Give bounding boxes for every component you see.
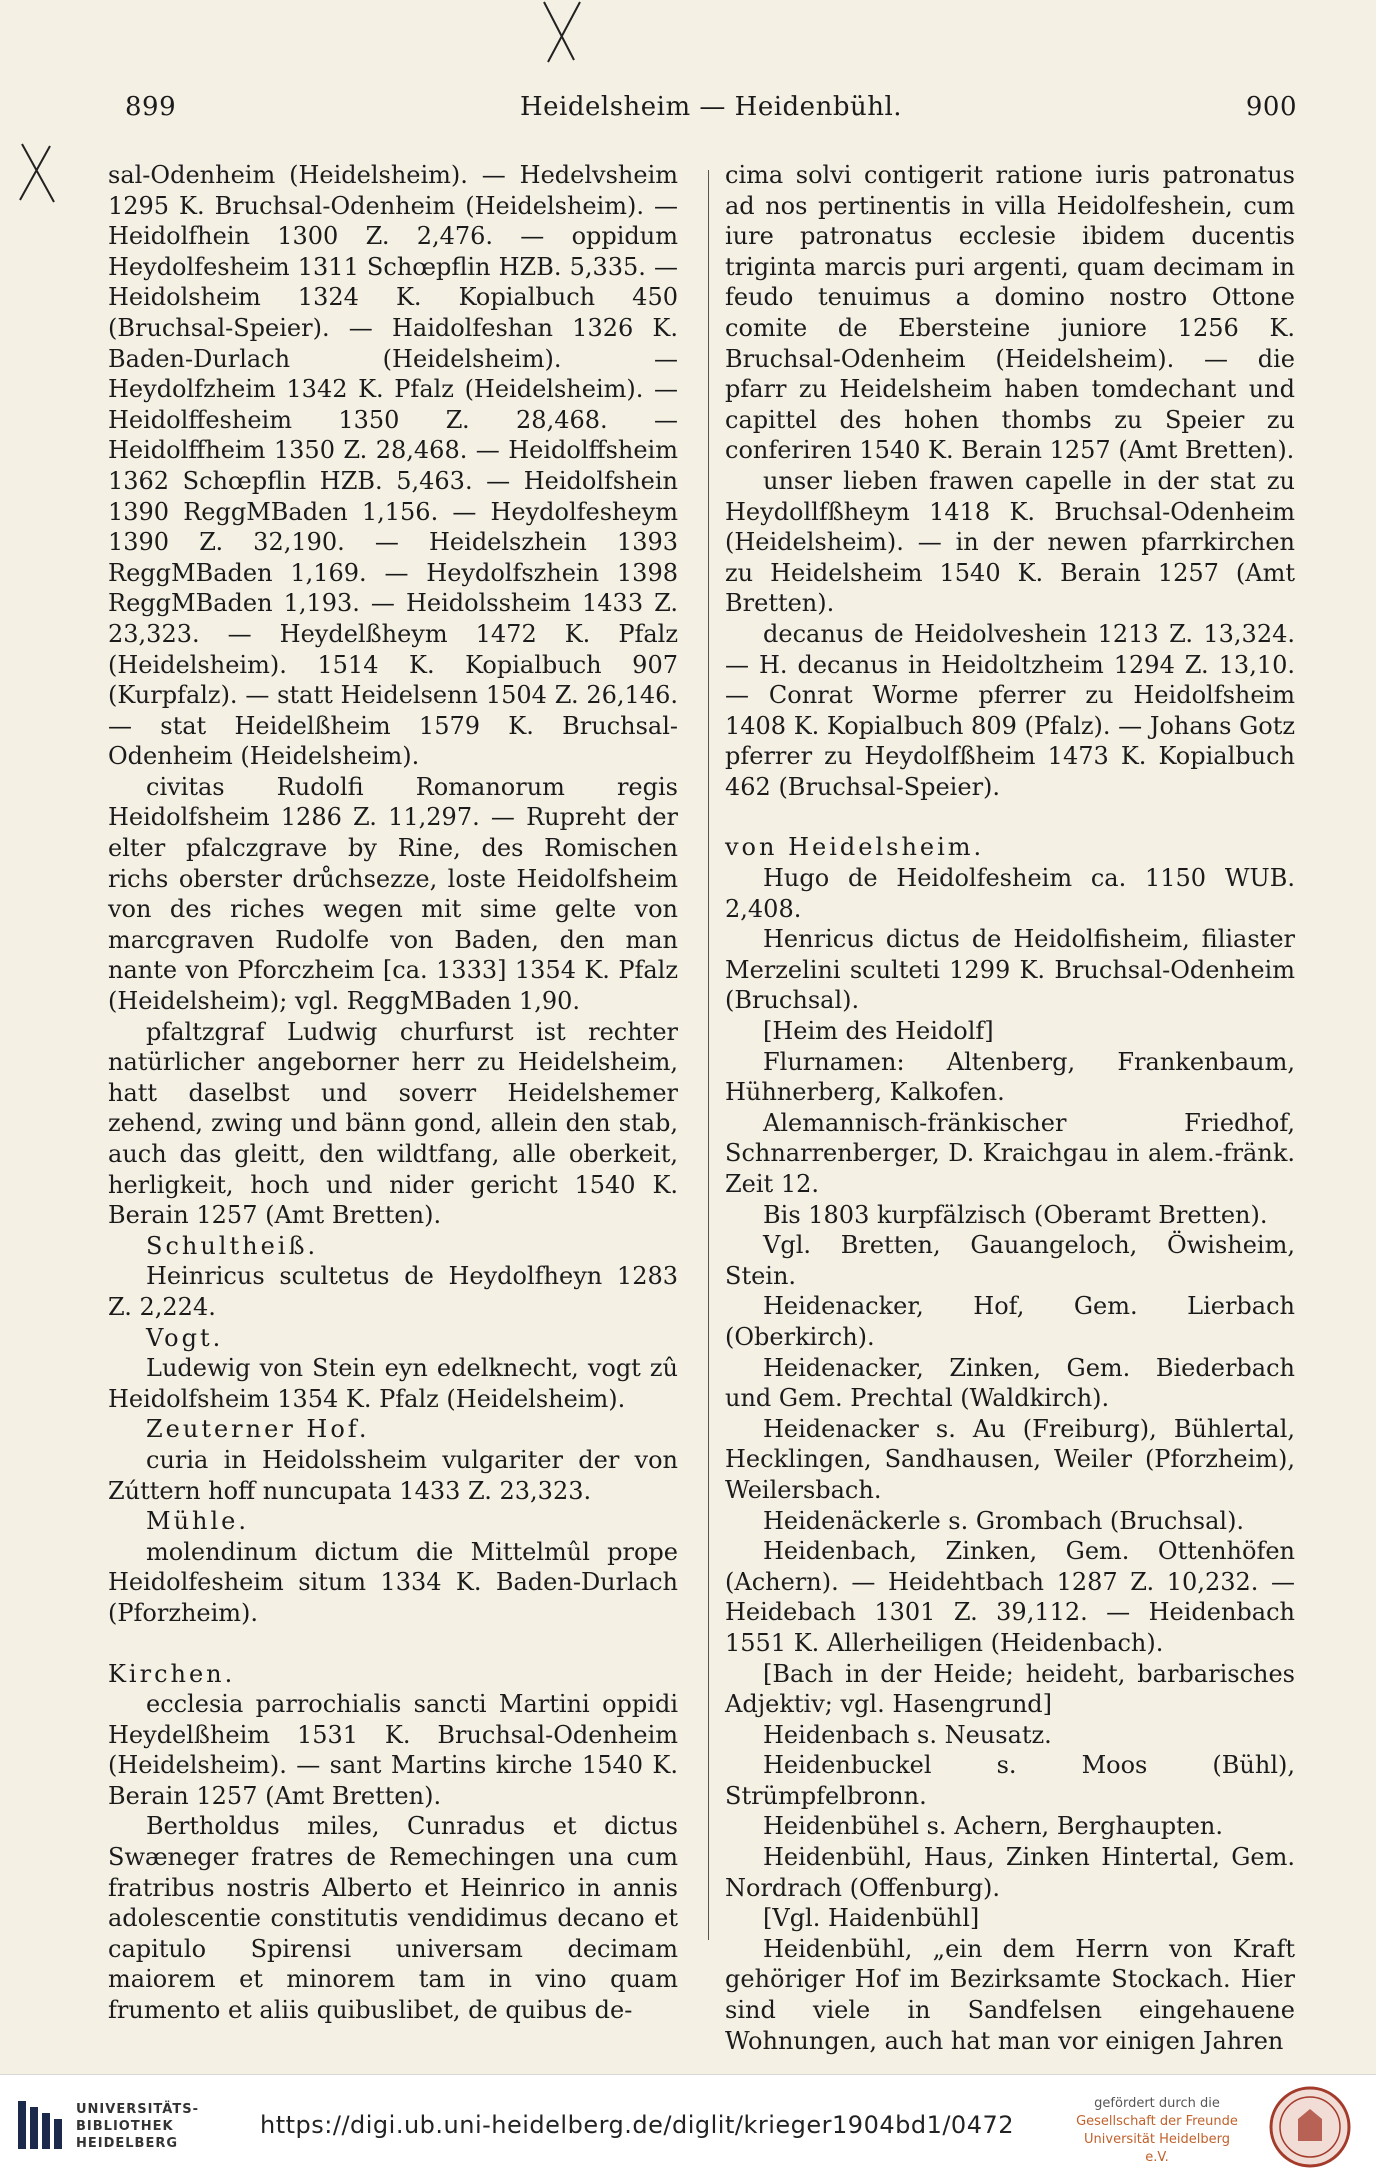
paragraph: cima solvi contigerit ratione iuris patronatus ad nos pertinentis in villa Heidolfeshein, cum iure patronatus ecclesie ibidem ducentis triginta marcis puri argenti, quam decimam in feudo tenuimus a domino nostro Ottone comite de Ebersteine juniore 1256 K. Bruchsal-Odenheim (Heidelsheim). — die pfarr zu Heidelsheim haben tomdechant und capittel des hohen thombs zu Speier zu conferiren 1540 K. Berain 1257 (Amt Bretten). (725, 161, 1295, 465)
right-column (725, 160, 1295, 2056)
entry: Heidenbuckel s. Moos (Bühl), Strümpfelbronn. (725, 1751, 1295, 1810)
page-number-right: 900 (1245, 92, 1297, 122)
paragraph: decanus de Heidolveshein 1213 Z. 13,324. — H. decanus in Heidoltzheim 1294 Z. 13,10. — Conrat Worme pferrer zu Heidolfsheim 1408 K. Kopialbuch 809 (Pfalz). — Johans Gotz pferrer zu Heydolfßheim 1473 K. Kopialbuch 462 (Bruchsal-Speier). (725, 619, 1295, 801)
library-name-line: HEIDELBERG (76, 2136, 179, 2151)
paragraph: Ludewig von Stein eyn edelknecht, vogt zû Heidolfsheim 1354 K. Pfalz (Heidelsheim). (108, 1354, 678, 1413)
paragraph: Henricus dictus de Heidolfisheim, filiaster Merzelini sculteti 1299 K. Bruchsal-Odenheim (Bruchsal). (725, 925, 1295, 1015)
page-number-left: 899 (125, 92, 177, 122)
paragraph: Hugo de Heidolfesheim ca. 1150 WUB. 2,408. (725, 864, 1295, 923)
permalink-url[interactable]: https://digi.ub.uni-heidelberg.de/diglit/krieger1904bd1/0472 (260, 2111, 1015, 2139)
sponsor-name-line: Gesellschaft der Freunde (1076, 2114, 1238, 2129)
entry: Heidenacker, Zinken, Gem. Biederbach und Gem. Prechtal (Waldkirch). (725, 1353, 1295, 1413)
paragraph: civitas Rudolfi Romanorum regis Heidolfsheim 1286 Z. 11,297. — Rupreht der elter pfalczgrave by Rine, des Romischen richs oberster drůchsezze, loste Heidolfsheim von des riches wegen mit sime gelte von marcgraven Rudolfe von Baden, den man nante von Pforczheim [ca. 1333] 1354 K. Pfalz (Heidelsheim); vgl. ReggMBaden 1,90. (108, 772, 678, 1016)
section-heading: von Heidelsheim. (725, 833, 985, 862)
paragraph: sal-Odenheim (Heidelsheim). — Hedelvsheim 1295 K. Bruchsal-Odenheim (Heidelsheim). — Heidolfhein 1300 Z. 2,476. — oppidum Heydolfesheim 1311 Schœpflin HZB. 5,335. — Heidolsheim 1324 K. Kopialbuch 450 (Bruchsal-Speier). — Haidolfeshan 1326 K. Baden-Durlach (Heidelsheim). — Heydolfzheim 1342 K. Pfalz (Heidelsheim). — Heidolffesheim 1350 Z. 28,468. — Heidolffheim 1350 Z. 28,468. — Heidolffsheim 1362 Schœpflin HZB. 5,463. — Heidolfshein 1390 ReggMBaden 1,156. — Heydolfesheym 1390 Z. 32,190. — Heidelszhein 1393 ReggMBaden 1,169. — Heydolfszhein 1398 ReggMBaden 1,193. — Heidolssheim 1433 Z. 23,323. — Heydelßheym 1472 K. Pfalz (Heidelsheim). 1514 K. Kopialbuch 907 (Kurpfalz). — statt Heidelsenn 1504 Z. 26,146. — stat Heidelßheim 1579 K. Bruchsal-Odenheim (Heidelsheim). (108, 161, 678, 771)
handwritten-x-mark-top (540, 0, 586, 64)
paragraph: unser lieben frawen capelle in der stat zu Heydollfßheym 1418 K. Bruchsal-Odenheim (Heidelsheim). — in der newen pfarrkirchen zu Heidelsheim 1540 K. Berain 1257 (Amt Bretten). (725, 466, 1295, 618)
entry: Heidenäckerle s. Grombach (Bruchsal). (763, 1506, 1245, 1535)
paragraph: pfaltzgraf Ludwig churfurst ist rechter natürlicher angeborner herr zu Heidelsheim, hatt daselbst und soverr Heidelshemer zehend, zwing und bänn gond, allein den stab, auch das gleitt, den wildtfang, alle oberkeit, herligkeit, hoch und nider gericht 1540 K. Berain 1257 (Amt Bretten). (108, 1017, 678, 1230)
book-stack-logo-icon (16, 2097, 66, 2153)
paragraph: ecclesia parrochialis sancti Martini oppidi Heydelßheim 1531 K. Bruchsal-Odenheim (Heidelsheim). — sant Martins kirche 1540 K. Berain 1257 (Amt Bretten). (108, 1690, 678, 1810)
paragraph: molendinum dictum die Mittelmûl prope Heidolfesheim situm 1334 K. Baden-Durlach (Pforzheim). (108, 1537, 678, 1627)
entry: Heidenbühel s. Achern, Berghaupten. (763, 1812, 1224, 1841)
library-name-line: UNIVERSITÄTS- (76, 2102, 199, 2117)
paragraph: [Bach in der Heide; heideht, barbarisches Adjektiv; vgl. Hasengrund] (725, 1659, 1295, 1719)
paragraph: curia in Heidolssheim vulgariter der von Zúttern hoff nuncupata 1433 Z. 23,323. (108, 1445, 678, 1505)
sponsor-name-line: Universität Heidelberg e.V. (1084, 2132, 1230, 2165)
page-header (125, 92, 1297, 132)
viewer-footer (0, 2074, 1376, 2178)
entry: Heidenacker, Hof, Gem. Lierbach (Oberkirch). (725, 1292, 1295, 1351)
paragraph: Alemannisch-fränkischer Friedhof, Schnarrenberger, D. Kraichgau in alem.-fränk. Zeit 12. (725, 1108, 1295, 1198)
library-name-line: BIBLIOTHEK (76, 2119, 174, 2134)
paragraph: Bis 1803 kurpfälzisch (Oberamt Bretten). (763, 1200, 1268, 1229)
entry: Heidenbühl, Haus, Zinken Hintertal, Gem. Nordrach (Offenburg). (725, 1843, 1295, 1902)
entry: Heidenbach s. Neusatz. (763, 1720, 1052, 1749)
paragraph: Flurnamen: Altenberg, Frankenbaum, Hühnerberg, Kalkofen. (725, 1047, 1295, 1107)
paragraph: [Heim des Heidolf] (763, 1017, 994, 1046)
section-heading: Mühle. (146, 1507, 249, 1536)
entry: Heidenbühl, „ein dem Herrn von Kraft gehöriger Hof im Bezirksamte Stockach. Hier sind viele in Sandfelsen eingehauene Wohnungen, auch hat man vor einigen Jahren (725, 1934, 1295, 2055)
running-title: Heidelsheim — Heidenbühl. (519, 92, 903, 122)
sponsor-intro: gefördert durch die (1094, 2096, 1220, 2111)
paragraph: Vgl. Bretten, Gauangeloch, Öwisheim, Stein. (725, 1231, 1295, 1290)
university-seal-icon (1268, 2085, 1352, 2169)
entry: Heidenacker s. Au (Freiburg), Bühlertal, Hecklingen, Sandhausen, Weiler (Pforzheim), Weilersbach. (725, 1414, 1295, 1504)
section-heading: Vogt. (146, 1323, 224, 1352)
library-name (76, 2101, 199, 2152)
entry: Heidenbach, Zinken, Gem. Ottenhöfen (Achern). — Heidehtbach 1287 Z. 10,232. — Heidebach 1301 Z. 39,112. — Heidenbach 1551 K. Allerheiligen (Heidenbach). (725, 1537, 1295, 1657)
handwritten-x-mark-left (14, 142, 60, 204)
paragraph: Bertholdus miles, Cunradus et dictus Swæneger fratres de Remechingen una cum fratribus nostris Alberto et Heinrico in annis adolescentie constitutis vendidimus decano et capitulo Spirensi universam decimam maiorem et minorem tam in vino quam frumento et aliis quibuslibet, de quibus de- (108, 1812, 678, 2025)
paragraph: Heinricus scultetus de Heydolfheyn 1283 Z. 2,224. (108, 1262, 678, 1321)
section-heading: Kirchen. (108, 1659, 236, 1688)
section-heading: Zeuterner Hof. (146, 1415, 370, 1444)
column-divider (708, 170, 709, 1940)
section-heading: Schultheiß. (146, 1231, 319, 1260)
left-column (108, 160, 678, 2026)
sponsor-credit (1072, 2095, 1242, 2167)
paragraph: [Vgl. Haidenbühl] (763, 1904, 980, 1933)
